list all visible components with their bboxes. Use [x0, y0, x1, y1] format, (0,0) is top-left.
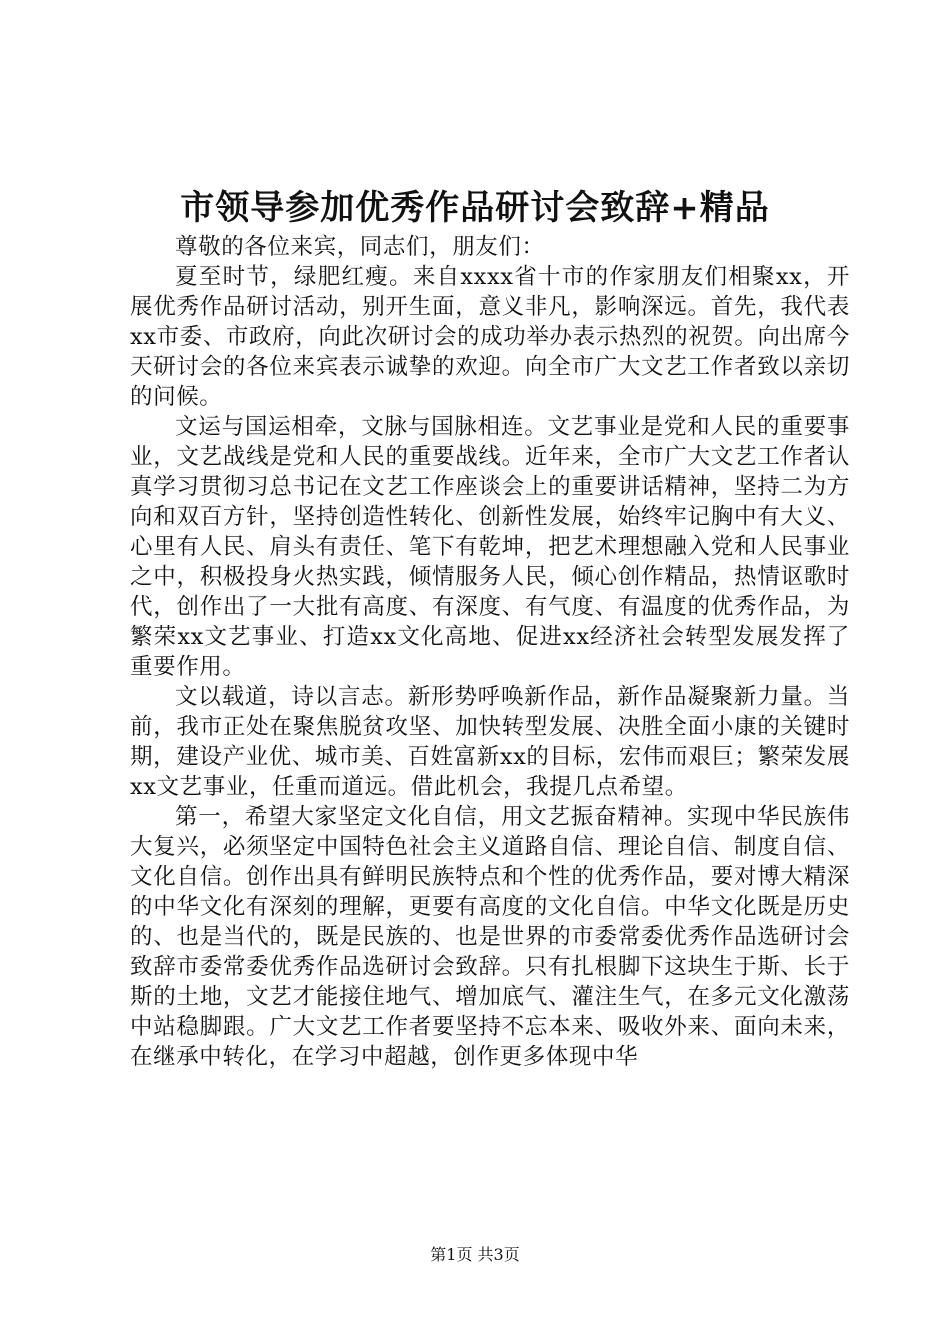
document-title: 市领导参加优秀作品研讨会致辞+精品: [180, 188, 770, 228]
body-paragraph: 第一，希望大家坚定文化自信，用文艺振奋精神。实现中华民族伟大复兴，必须坚定中国特色社会主义道路自信、理论自信、制度自信、文化自信。创作出具有鲜明民族特点和个性的优秀作品，要对博大精深的中华文化有深刻的理解，更要有高度的文化自信。中华文化既是历史的、也是当代的，既是民族的、也是世界的市委常委优秀作品选研讨会致辞市委常委优秀作品选研讨会致辞。只有扎根脚下这块生于斯、长于斯的土地，文艺才能接住地气、增加底气、灌注生气，在多元文化激荡中站稳脚跟。广大文艺工作者要坚持不忘本来、吸收外来、面向未来，在继承中转化，在学习中超越，创作更多体现中华: [130, 804, 850, 1070]
body-paragraph: 夏至时节，绿肥红瘦。来自xxxx省十市的作家朋友们相聚xx，开展优秀作品研讨活动，别开生面，意义非凡，影响深远。首先，我代表xx市委、市政府，向此次研讨会的成功举办表示热烈的祝贺。向出席今天研讨会的各位来宾表示诚挚的欢迎。向全市广大文艺工作者致以亲切的问候。: [130, 264, 850, 410]
salutation-paragraph: 尊敬的各位来宾，同志们，朋友们：: [175, 234, 545, 260]
page-number-footer: 第1页 共3页: [430, 1245, 520, 1264]
body-paragraph: 文运与国运相牵，文脉与国脉相连。文艺事业是党和人民的重要事业，文艺战线是党和人民的重要战线。近年来，全市广大文艺工作者认真学习贯彻习总书记在文艺工作座谈会上的重要讲话精神，坚持二为方向和双百方针，坚持创造性转化、创新性发展，始终牢记胸中有大义、心里有人民、肩头有责任、笔下有乾坤，把艺术理想融入党和人民事业之中，积极投身火热实践，倾情服务人民，倾心创作精品，热情讴歌时代，创作出了一大批有高度、有深度、有气度、有温度的优秀作品，为繁荣xx文艺事业、打造xx文化高地、促进xx经济社会转型发展发挥了重要作用。: [130, 414, 850, 680]
document-body: [130, 232, 850, 1072]
body-paragraph: 文以载道，诗以言志。新形势呼唤新作品，新作品凝聚新力量。当前，我市正处在聚焦脱贫攻坚、加快转型发展、决胜全面小康的关键时期，建设产业优、城市美、百姓富新xx的目标，宏伟而艰巨；繁荣发展xx文艺事业，任重而道远。借此机会，我提几点希望。: [130, 684, 850, 800]
